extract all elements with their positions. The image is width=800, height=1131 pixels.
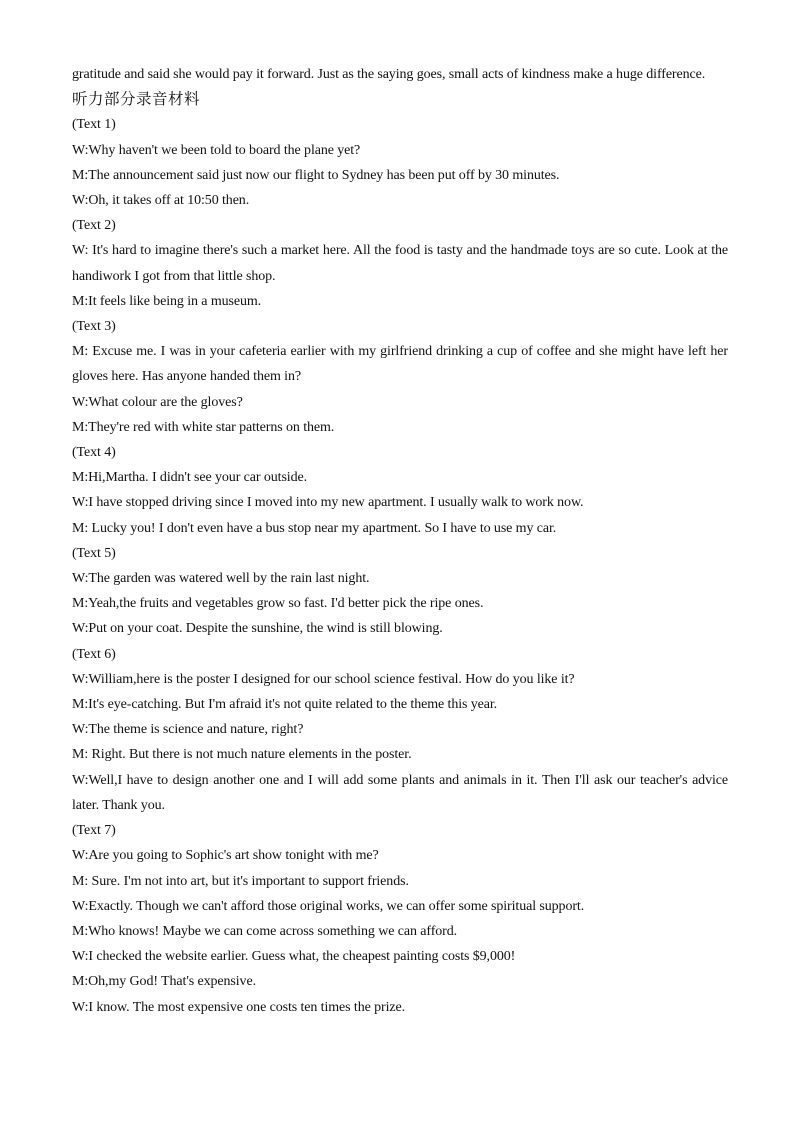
text-5-label: (Text 5) [72, 545, 116, 561]
paragraph-ending: gratitude and said she would pay it forward. Just as the saying goes, small acts of kindness make a huge difference. [72, 67, 706, 82]
dialogue-line: M: Excuse me. I was in your cafeteria earlier with my girlfriend drinking a cup of coffee and she might have left her gloves here. Has anyone handed them in? [72, 344, 728, 385]
text-3-label: (Text 3) [72, 319, 116, 335]
dialogue-line: M: Lucky you! I don't even have a bus stop near my apartment. So I have to use my car. [72, 520, 557, 536]
dialogue-line: W:I have stopped driving since I moved into my new apartment. I usually walk to work now. [72, 495, 584, 511]
dialogue-line: W:Why haven't we been told to board the plane yet? [72, 142, 361, 158]
dialogue-line: W:Exactly. Though we can't afford those original works, we can offer some spiritual support. [72, 898, 585, 914]
dialogue-line: W:Oh, it takes off at 10:50 then. [72, 193, 250, 209]
dialogue-line: M:Oh,my God! That's expensive. [72, 974, 256, 990]
dialogue-line: W:Well,I have to design another one and I will add some plants and animals in it. Then I'll ask our teacher's advice later. Thank you. [72, 772, 728, 813]
dialogue-line: W: It's hard to imagine there's such a market here. All the food is tasty and the handmade toys are so cute. Look at the handiwork I got from that little shop. [72, 243, 728, 284]
dialogue-line: W:What colour are the gloves? [72, 394, 243, 410]
dialogue-line: W:William,here is the poster I designed for our school science festival. How do you like it? [72, 671, 575, 687]
dialogue-line: M: Right. But there is not much nature elements in the poster. [72, 747, 412, 763]
dialogue-line: M:It feels like being in a museum. [72, 293, 262, 309]
dialogue-line: M:Yeah,the fruits and vegetables grow so fast. I'd better pick the ripe ones. [72, 596, 484, 612]
section-heading: 听力部分录音材料 [72, 90, 201, 109]
dialogue-line: W:Are you going to Sophic's art show tonight with me? [72, 848, 379, 864]
dialogue-line: W:Put on your coat. Despite the sunshine, the wind is still blowing. [72, 621, 443, 637]
document-page [72, 62, 728, 1020]
dialogue-line: M:Who knows! Maybe we can come across something we can afford. [72, 923, 458, 939]
dialogue-line: W:I checked the website earlier. Guess what, the cheapest painting costs $9,000! [72, 949, 516, 965]
text-7-label: (Text 7) [72, 823, 116, 839]
text-4-label: (Text 4) [72, 445, 116, 461]
dialogue-line: M:The announcement said just now our flight to Sydney has been put off by 30 minutes. [72, 167, 560, 183]
dialogue-line: W:I know. The most expensive one costs ten times the prize. [72, 999, 405, 1015]
dialogue-line: M:They're red with white star patterns on them. [72, 419, 335, 435]
text-6-label: (Text 6) [72, 646, 116, 662]
text-1-label: (Text 1) [72, 117, 116, 133]
text-2-label: (Text 2) [72, 218, 116, 234]
dialogue-line: M:It's eye-catching. But I'm afraid it's not quite related to the theme this year. [72, 697, 498, 713]
dialogue-line: W:The garden was watered well by the rain last night. [72, 571, 370, 587]
dialogue-line: M:Hi,Martha. I didn't see your car outside. [72, 470, 307, 486]
dialogue-line: M: Sure. I'm not into art, but it's important to support friends. [72, 873, 409, 889]
dialogue-line: W:The theme is science and nature, right? [72, 722, 304, 738]
